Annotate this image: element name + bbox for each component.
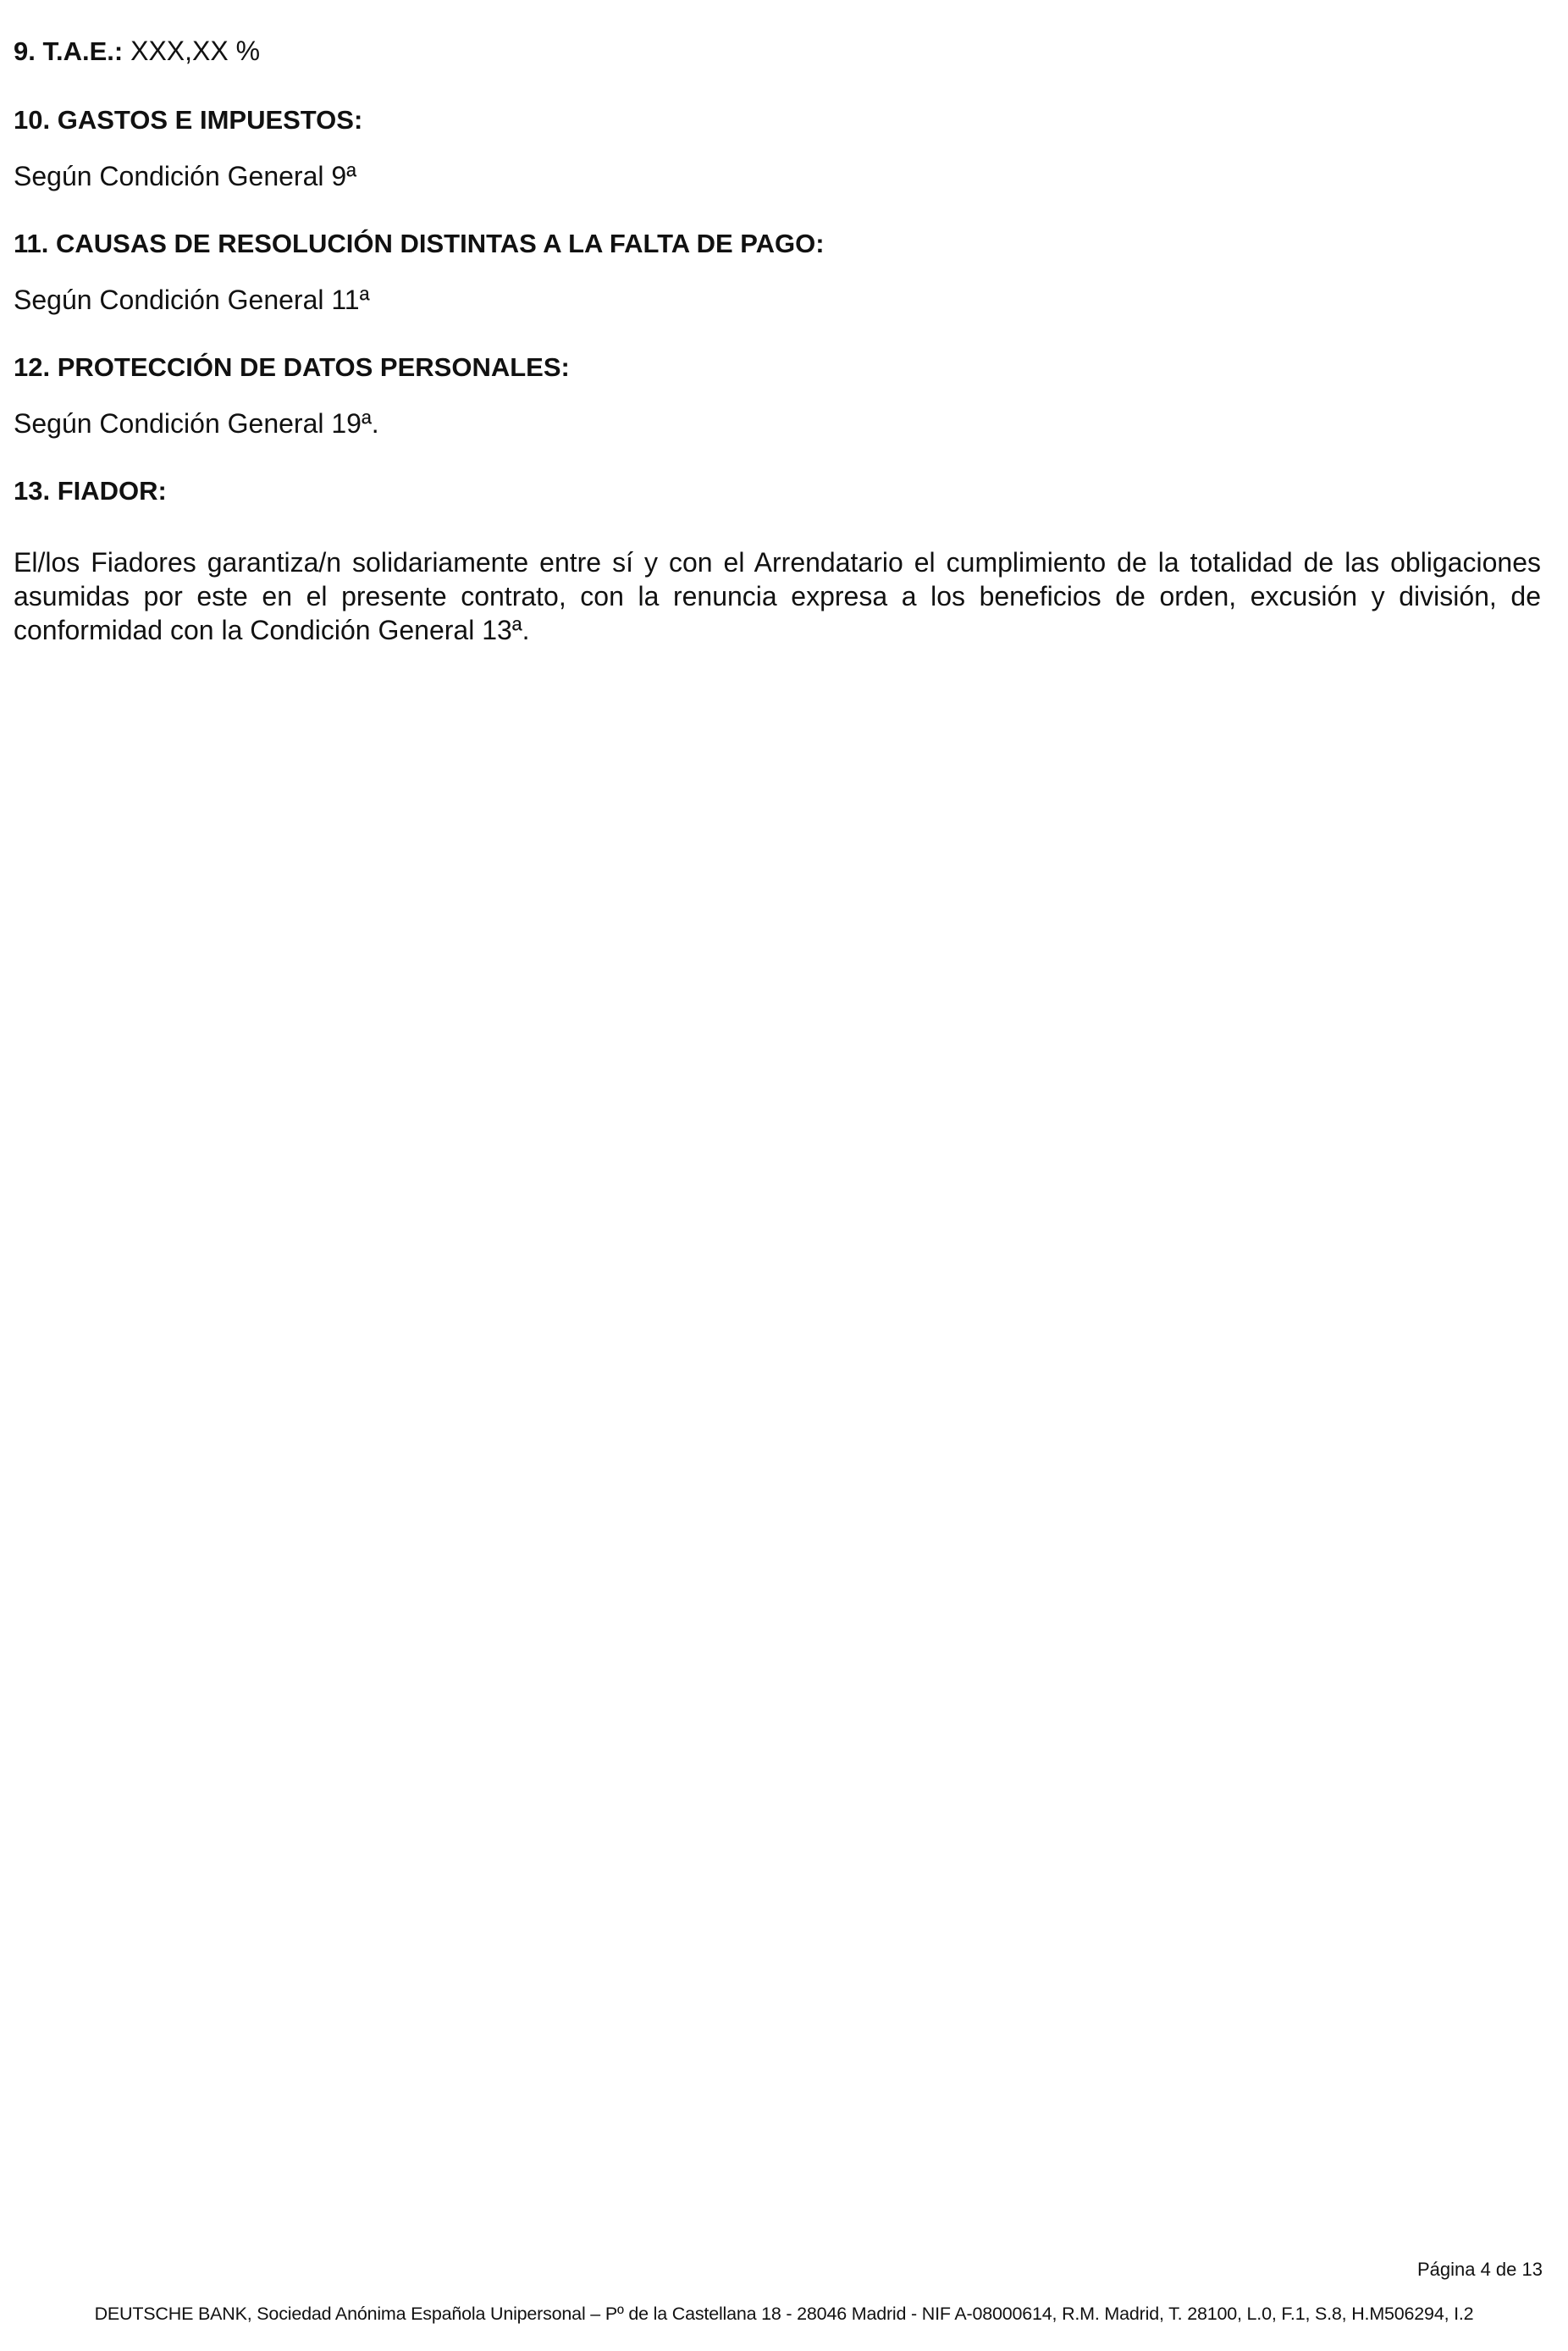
tae-line bbox=[14, 34, 260, 69]
section-heading-gastos: 10. GASTOS E IMPUESTOS: bbox=[14, 105, 363, 135]
section-heading-causas: 11. CAUSAS DE RESOLUCIÓN DISTINTAS A LA FALTA DE PAGO: bbox=[14, 229, 825, 258]
section-body-gastos: Según Condición General 9ª bbox=[14, 161, 356, 191]
section-body-fiador: El/los Fiadores garantiza/n solidariamente entre sí y con el Arrendatario el cumplimiento de la totalidad de las obligaciones asumidas por este en el presente contrato, con la renuncia expresa a los beneficios de orden, excusión y división, de conformidad con la Condición General 13ª. bbox=[14, 547, 1541, 645]
section-body-causas: Según Condición General 11ª bbox=[14, 285, 370, 315]
tae-value: XXX,XX % bbox=[130, 36, 261, 66]
tae-label: 9. T.A.E.: bbox=[14, 36, 124, 66]
section-heading-fiador: 13. FIADOR: bbox=[14, 476, 167, 506]
section-heading-proteccion: 12. PROTECCIÓN DE DATOS PERSONALES: bbox=[14, 352, 570, 382]
section-body-proteccion: Según Condición General 19ª. bbox=[14, 408, 379, 439]
footer-legal-text: DEUTSCHE BANK, Sociedad Anónima Española Unipersonal – Pº de la Castellana 18 - 28046 Madrid - NIF A-08000614, R.M. Madrid, T. 28100, L.0, F.1, S.8, H.M506294, I.2 bbox=[94, 2304, 1474, 2324]
page-number: Página 4 de 13 bbox=[1416, 2259, 1543, 2280]
